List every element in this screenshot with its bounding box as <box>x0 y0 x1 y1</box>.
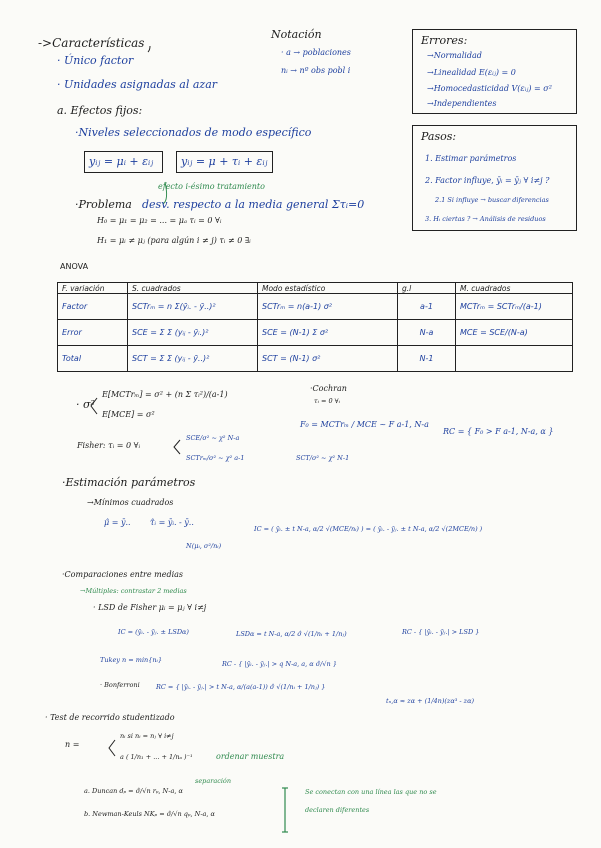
order-sample-note: ordenar muestra <box>216 752 285 761</box>
lsd-interval: IC = (ȳᵢ. - ȳⱼ. ± LSDα) <box>118 628 189 636</box>
notation-title: Notación <box>271 28 322 41</box>
table-row <box>58 346 573 372</box>
errors-title: Errores: <box>421 34 468 47</box>
row-ms: MCE = SCE/(N-a) <box>456 320 573 346</box>
error-item-3: →Homocedasticidad V(εᵢⱼ) = σ² <box>427 84 552 93</box>
rc-f-region: RC = { F₀ > F a-1, N-a, α } <box>443 427 554 436</box>
model-box-effects <box>176 151 273 173</box>
header-sum-squares: S. cuadrados <box>128 283 258 294</box>
effect-note-2: desv. respecto a la media general Στᵢ=0 <box>142 198 365 211</box>
lsd-heading: · LSD de Fisher μᵢ = μⱼ ∀ i≠j <box>93 603 207 612</box>
row-source: Error <box>58 320 128 346</box>
multiple-comparisons: →Múltiples: contrastar 2 medias <box>80 587 187 595</box>
model-means-text: yᵢⱼ = μᵢ + εᵢⱼ <box>89 155 154 168</box>
bonferroni-label: · Bonferroni <box>100 681 140 689</box>
row-stat: SCT = (N-1) σ² <box>258 346 398 372</box>
hypothesis-h1: H₁ = μᵢ ≠ μⱼ (para algún i ≠ j) τᵢ ≠ 0 ∃ᵢ <box>97 236 251 245</box>
intro-line-2: · Unidades asignadas al azar <box>57 78 218 91</box>
notation-line-2: nᵢ → nº obs pobl i <box>281 66 351 75</box>
studentized-heading: · Test de recorrido studentizado <box>45 713 175 722</box>
error-item-2: →Linealidad E(εᵢⱼ) = 0 <box>427 68 516 77</box>
lsd-formula: LSDα = t N-a, α/2 σ̂ √(1/nᵢ + 1/nⱼ) <box>236 630 347 638</box>
step-item-3: 3. Hᵢ ciertas ? → Análisis de residuos <box>425 215 546 223</box>
n-harmonic-case: a ( 1/n₁ + ... + 1/nₐ )⁻¹ <box>120 753 193 761</box>
lsd-rejection: RC - { |ȳᵢ. - ȳⱼ.| > LSD } <box>402 628 480 636</box>
sigma-expectation-top: E[MCTrₘ] = σ² + (n Σ τᵢ²)/(a-1) <box>102 390 228 399</box>
anova-table <box>57 282 573 372</box>
comparisons-heading: ·Comparaciones entre medias <box>62 570 184 579</box>
anova-header-row <box>58 283 573 294</box>
estimation-heading: ·Estimación parámetros <box>62 476 196 489</box>
row-stat: SCE = (N-1) Σ σ² <box>258 320 398 346</box>
fisher-chi-bottom: SCTrₘ/σ² ~ χ² a-1 <box>186 454 245 462</box>
model-effects-text: yᵢⱼ = μ + τᵢ + εᵢⱼ <box>181 155 268 168</box>
f0-statistic: F₀ = MCTrₘ / MCE ~ F a-1, N-a <box>300 420 429 429</box>
row-ss: SCTrₘ = n Σ(ȳᵢ. - ȳ..)² <box>128 294 258 320</box>
separation-label: separación <box>195 777 232 785</box>
anova-label: ANOVA <box>60 262 89 271</box>
error-item-4: →Independientes <box>427 99 497 108</box>
notation-line-1: · a → poblaciones <box>281 48 351 57</box>
steps-box <box>412 125 577 231</box>
fisher-label: Fisher: τᵢ = 0 ∀ᵢ <box>77 441 141 450</box>
duncan-line: a. Duncan dₚ = σ̂/√n rₚ, N-a, α <box>84 787 183 795</box>
row-df: N-a <box>398 320 456 346</box>
sigma-expectation-bottom: E[MCE] = σ² <box>102 410 155 419</box>
error-item-1: →Normalidad <box>427 51 482 60</box>
levels-line: ·Niveles seleccionados de modo específico <box>75 126 312 139</box>
section-heading: ->Características <box>38 36 145 50</box>
least-squares-label: →Mínimos cuadrados <box>87 498 174 507</box>
table-row <box>58 320 573 346</box>
step-item-2-1: 2.1 Si influye → buscar diferencias <box>435 196 549 204</box>
normal-distribution: N(μᵢ, σ²/nᵢ) <box>186 542 222 550</box>
row-ms: MCTrₘ = SCTrₘ/(a-1) <box>456 294 573 320</box>
n-label: n = <box>65 740 80 749</box>
row-ms <box>456 346 573 372</box>
final-note-2: declaren diferentes <box>305 806 370 814</box>
step-item-1: 1. Estimar parámetros <box>425 154 517 163</box>
errors-box <box>412 29 577 114</box>
hypothesis-h0: H₀ = μ₁ = μ₂ = ... = μₐ τᵢ = 0 ∀ᵢ <box>97 216 222 225</box>
tau-hat: τ̂ᵢ = ȳᵢ. - ȳ.. <box>150 518 194 527</box>
row-df: N-1 <box>398 346 456 372</box>
row-ss: SCE = Σ Σ (yᵢⱼ - ȳᵢ.)² <box>128 320 258 346</box>
table-row <box>58 294 573 320</box>
fixed-effects-heading: a. Efectos fijos: <box>57 104 143 117</box>
confidence-interval: IC = ( ȳᵢ. ± t N-a, α/2 √(MCE/nᵢ) ) = ( ȳᵢ. - ȳⱼ. ± t N-a, α/2 √(2MCE/n) ) <box>254 525 483 533</box>
header-df: g.l <box>398 283 456 294</box>
fisher-chi-top: SCE/σ² ~ χ² N-a <box>186 434 240 442</box>
sct-chi-square: SCT/σ² ~ χ² N-1 <box>296 454 350 462</box>
newman-keuls-line: b. Newman-Keuls NKₚ = σ̂/√n qₚ, N-a, α <box>84 810 215 818</box>
final-note-1: Se conectan con una línea las que no se <box>305 788 437 796</box>
steps-title: Pasos: <box>421 130 457 143</box>
effect-note-1: efecto i-ésimo tratamiento <box>158 182 265 191</box>
sigma-label: · σ² <box>76 398 95 411</box>
header-source: F. variación <box>58 283 128 294</box>
bonferroni-rejection: RC = { |ȳᵢ. - ȳⱼ.| > t N-a, α/(a(a-1)) σ̂ √(1/nᵢ + 1/nⱼ) } <box>156 683 326 691</box>
header-mean-squares: M. cuadrados <box>456 283 573 294</box>
t-approximation: tₙ,α ≈ zα + (1/4n)(zα³ - zα) <box>386 697 475 705</box>
cochran-title: ·Cochran <box>310 384 347 393</box>
mu-hat: μ̂ = ȳ.. <box>104 518 131 527</box>
row-stat: SCTrₘ = n(a-1) σ² <box>258 294 398 320</box>
row-df: a-1 <box>398 294 456 320</box>
header-statistic: Modo estadístico <box>258 283 398 294</box>
intro-line-1: · Único factor <box>57 54 134 67</box>
tukey-rejection: RC - { |ȳᵢ. - ȳⱼ.| > q N-a, a, α σ̂/√n } <box>222 660 337 668</box>
n-equal-case: nᵢ si nᵢ = nⱼ ∀ i≠j <box>120 732 174 740</box>
row-source: Factor <box>58 294 128 320</box>
cochran-condition: τᵢ = 0 ∀ᵢ <box>314 397 340 405</box>
row-ss: SCT = Σ Σ (yᵢⱼ - ȳ..)² <box>128 346 258 372</box>
tukey-line: Tukey n = min{nᵢ} <box>100 656 163 664</box>
model-box-means <box>84 151 163 173</box>
step-item-2: 2. Factor influye, ȳᵢ = ȳⱼ ∀ i≠j ? <box>425 176 550 185</box>
row-source: Total <box>58 346 128 372</box>
problem-label: ·Problema <box>75 198 132 211</box>
